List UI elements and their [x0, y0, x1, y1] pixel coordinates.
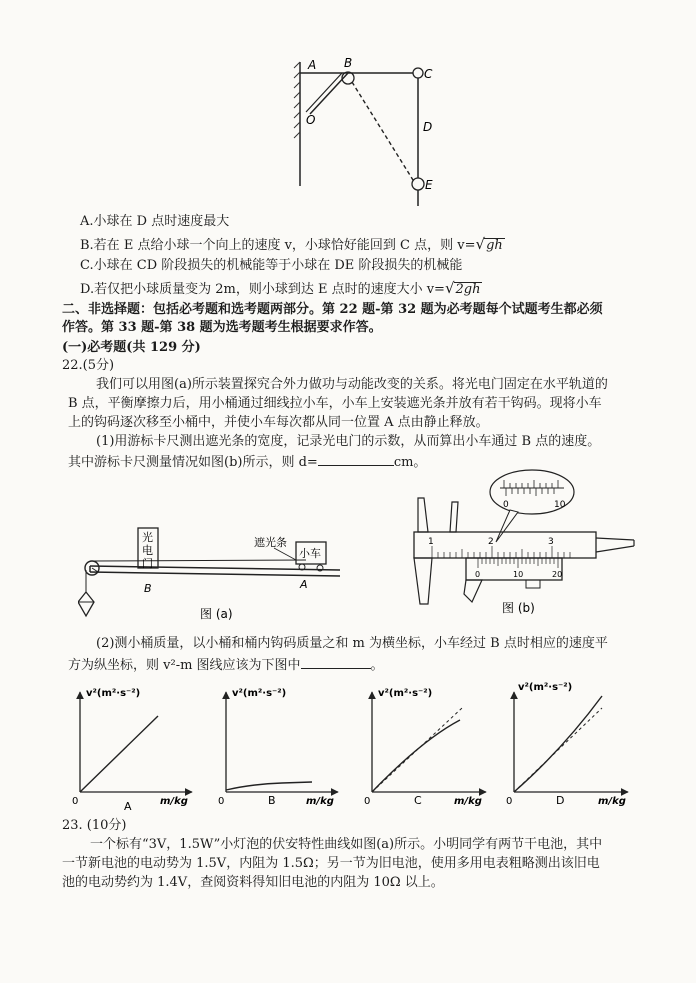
graph-c-ylabel: v²(m²·s⁻²) — [378, 688, 433, 699]
graph-a — [72, 688, 192, 813]
graphs-abcd — [62, 680, 642, 814]
label-o: O — [306, 113, 316, 127]
zoom-tick-10: 10 — [554, 500, 566, 510]
q22-p6: (2)测小桶质量，以小桶和桶内钩码质量之和 m 为横坐标，小车经过 B 点时相应的速度平 — [96, 636, 608, 651]
figure-a-caption: 图 (a) — [200, 607, 233, 621]
q22-p7: 方为纵坐标，则 v²-m 图线应该为下图中 。 — [68, 658, 384, 673]
graph-d-ylabel: v²(m²·s⁻²) — [518, 682, 573, 693]
graph-a-xlabel: m/kg — [160, 796, 188, 807]
graph-b — [218, 688, 338, 807]
q22-p5: 其中游标卡尺测量情况如图(b)所示，则 d= cm。 — [68, 455, 427, 470]
vernier-tick-0: 0 — [475, 570, 481, 579]
figure-b — [406, 466, 642, 626]
vernier-tick-20: 20 — [552, 570, 563, 579]
point-b-label: B — [144, 582, 152, 595]
q23-number: 23. (10分) — [62, 818, 127, 833]
graph-d-origin: 0 — [506, 796, 513, 807]
main-tick-2: 2 — [488, 537, 494, 547]
option-d: D.若仅把小球质量变为 2m，则小球到达 E 点时的速度大小 v=√2gh — [80, 279, 481, 297]
label-b: B — [344, 56, 353, 70]
graph-b-ylabel: v²(m²·s⁻²) — [232, 688, 287, 699]
q23-p2: 一节新电池的电动势为 1.5V，内阻为 1.5Ω；另一节为旧电池，使用多用电表粗略测出该旧电 — [62, 856, 600, 871]
answer-blank-graph[interactable] — [301, 656, 371, 669]
graph-d — [506, 682, 628, 807]
graph-c — [364, 688, 486, 807]
graph-c-xlabel: m/kg — [454, 796, 482, 807]
option-b: B.若在 E 点给小球一个向上的速度 v，小球恰好能回到 C 点，则 v=√gh — [80, 235, 503, 253]
graph-b-letter: B — [268, 794, 276, 807]
shade-label: 遮光条 — [254, 536, 287, 549]
graph-a-origin: 0 — [72, 796, 79, 807]
point-a-label: A — [300, 578, 308, 591]
option-a: A.小球在 D 点时速度最大 — [80, 214, 230, 229]
graph-d-xlabel: m/kg — [598, 796, 626, 807]
label-e: E — [425, 178, 433, 192]
figure-a — [78, 520, 348, 628]
graph-c-origin: 0 — [364, 796, 371, 807]
graph-c-letter: C — [414, 794, 422, 807]
graph-a-ylabel: v²(m²·s⁻²) — [86, 688, 141, 699]
graph-a-letter: A — [124, 800, 132, 813]
label-d: D — [423, 120, 433, 134]
main-tick-3: 3 — [548, 537, 554, 547]
q22-p1: 我们可以用图(a)所示装置探究合外力做功与动能改变的关系。将光电门固定在水平轨道的 — [96, 377, 608, 392]
graph-b-xlabel: m/kg — [306, 796, 334, 807]
answer-blank-d[interactable] — [318, 453, 394, 466]
main-tick-1: 1 — [428, 537, 434, 547]
q22-p3: 上的钩码逐次移至小桶中，并使小车每次都从同一位置 A 点由静止释放。 — [68, 415, 489, 430]
section-subheading: (一)必考题(共 129 分) — [62, 340, 201, 355]
zoom-tick-0: 0 — [503, 500, 509, 510]
label-c: C — [424, 67, 433, 81]
q23-p3: 池的电动势约为 1.4V，查阅资料得知旧电池的内阻为 10Ω 以上。 — [62, 875, 444, 890]
gate-char-3: 门 — [142, 557, 153, 570]
q22-number: 22.(5分) — [62, 358, 115, 373]
label-a: A — [308, 58, 317, 72]
vernier-tick-10: 10 — [513, 570, 524, 579]
graph-b-origin: 0 — [218, 796, 225, 807]
q22-p2: B 点，平衡摩擦力后，用小桶通过细线拉小车，小车上安装遮光条并放有若干钩码。现将小车 — [68, 396, 602, 411]
option-c: C.小球在 CD 阶段损失的机械能等于小球在 DE 阶段损失的机械能 — [80, 258, 463, 273]
figure-b-caption: 图 (b) — [502, 601, 535, 615]
gate-char-1: 光 — [142, 531, 153, 544]
section-heading-1: 二、非选择题：包括必考题和选考题两部分。第 22 题-第 32 题为必考题每个试题考生都必须 — [62, 302, 603, 317]
top-figure — [290, 56, 450, 214]
q23-p1: 一个标有“3V，1.5W”小灯泡的伏安特性曲线如图(a)所示。小明同学有两节干电池，其中 — [90, 837, 603, 852]
cart-label: 小车 — [299, 547, 321, 560]
gate-char-2: 电 — [142, 544, 153, 557]
section-heading-2: 作答。第 33 题-第 38 题为选考题考生根据要求作答。 — [62, 320, 382, 335]
q22-p4: (1)用游标卡尺测出遮光条的宽度，记录光电门的示数，从而算出小车通过 B 点的速度。 — [96, 434, 601, 449]
graph-d-letter: D — [556, 794, 565, 807]
